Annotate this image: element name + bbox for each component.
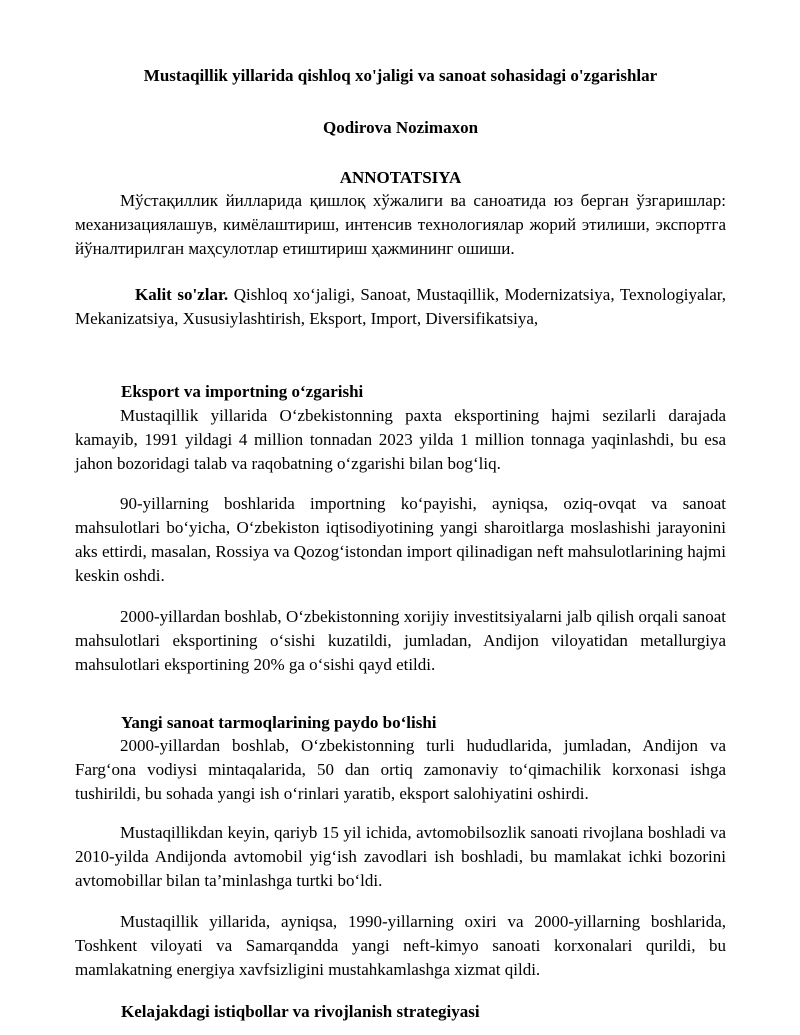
document-title: Mustaqillik yillarida qishloq xo'jaligi va sanoat sohasidagi o'zgarishlar <box>143 66 658 85</box>
author-name: Qodirova Nozimaxon <box>322 118 479 137</box>
paragraph-imports-90s: 90-yillarning boshlarida importning ko‘payishi, ayniqsa, oziq-ovqat va sanoat mahsulotlari bo‘yicha, O‘zbekiston iqtisodiyotining yangi sharoitlarga moslashishi jarayonini aks ettirdi, masalan, Rossiya va Qozog‘istondan import qilinadigan neft mahsulotlarining hajmi keskin oshdi. <box>75 494 726 585</box>
keywords-label: Kalit so'zlar. <box>135 285 229 304</box>
keywords-text: Qishloq xo‘jaligi, Sanoat, Mustaqillik, Modernizatsiya, Texnologiyalar, Mekanizatsiya, Xususiylashtirish, Eksport, Import, Diversifikatsiya, <box>75 285 726 328</box>
section-heading-export-import: Eksport va importning o‘zgarishi <box>121 382 364 401</box>
paragraph-automotive: Mustaqillikdan keyin, qariyb 15 yil ichida, avtomobilsozlik sanoati rivojlana boshladi va 2010-yilda Andijonda avtomobil yig‘ish zavodlari ish boshladi, bu mamlakat ichki bozorini avtomobillar bilan ta’minlashga turtki bo‘ldi. <box>75 823 726 890</box>
section-heading-future: Kelajakdagi istiqbollar va rivojlanish strategiyasi <box>121 1002 480 1021</box>
paragraph-petrochemical: Mustaqillik yillarida, ayniqsa, 1990-yillarning oxiri va 2000-yillarning boshlarida, Toshkent viloyati va Samarqandda yangi neft-kimyo sanoati korxonalari qurildi, bu mamlakatning energiya xavfsizligini mustahkamlashga xizmat qildi. <box>75 912 726 979</box>
annotation-text: Мўстақиллик йилларида қишлоқ хўжалиги ва саноатида юз берган ўзгаришлар: механизациялашув, кимёлаштириш, интенсив технологиялар жорий этилиши, экспортга йўналтирилган маҳсулотлар етиштириш ҳажмининг ошиши. <box>75 191 726 258</box>
section-heading-new-industries: Yangi sanoat tarmoqlarining paydo bo‘lishi <box>121 713 437 732</box>
paragraph-textile: 2000-yillardan boshlab, O‘zbekistonning turli hududlarida, jumladan, Andijon va Farg‘ona vodiysi mintaqalarida, 50 dan ortiq zamonaviy to‘qimachilik korxonasi ishga tushirildi, bu sohada yangi ish o‘rinlari yaratib, eksport salohiyatini oshirdi. <box>75 736 726 803</box>
keywords-paragraph <box>75 283 726 331</box>
paragraph-cotton-export: Mustaqillik yillarida O‘zbekistonning paxta eksportining hajmi sezilarli darajada kamayib, 1991 yildagi 4 million tonnadan 2023 yilda 1 million tonnaga yaqinlashdi, bu esa jahon bozoridagi talab va raqobatning o‘zgarishi bilan bog‘liq. <box>75 406 726 473</box>
annotation-heading: ANNOTATSIYA <box>339 168 462 187</box>
paragraph-exports-2000s: 2000-yillardan boshlab, O‘zbekistonning xorijiy investitsiyalarni jalb qilish orqali sanoat mahsulotlari eksportining o‘sishi kuzatildi, jumladan, Andijon viloyatidan metallurgiya mahsulotlari eksportining 20% ga o‘sishi qayd etildi. <box>75 607 726 674</box>
